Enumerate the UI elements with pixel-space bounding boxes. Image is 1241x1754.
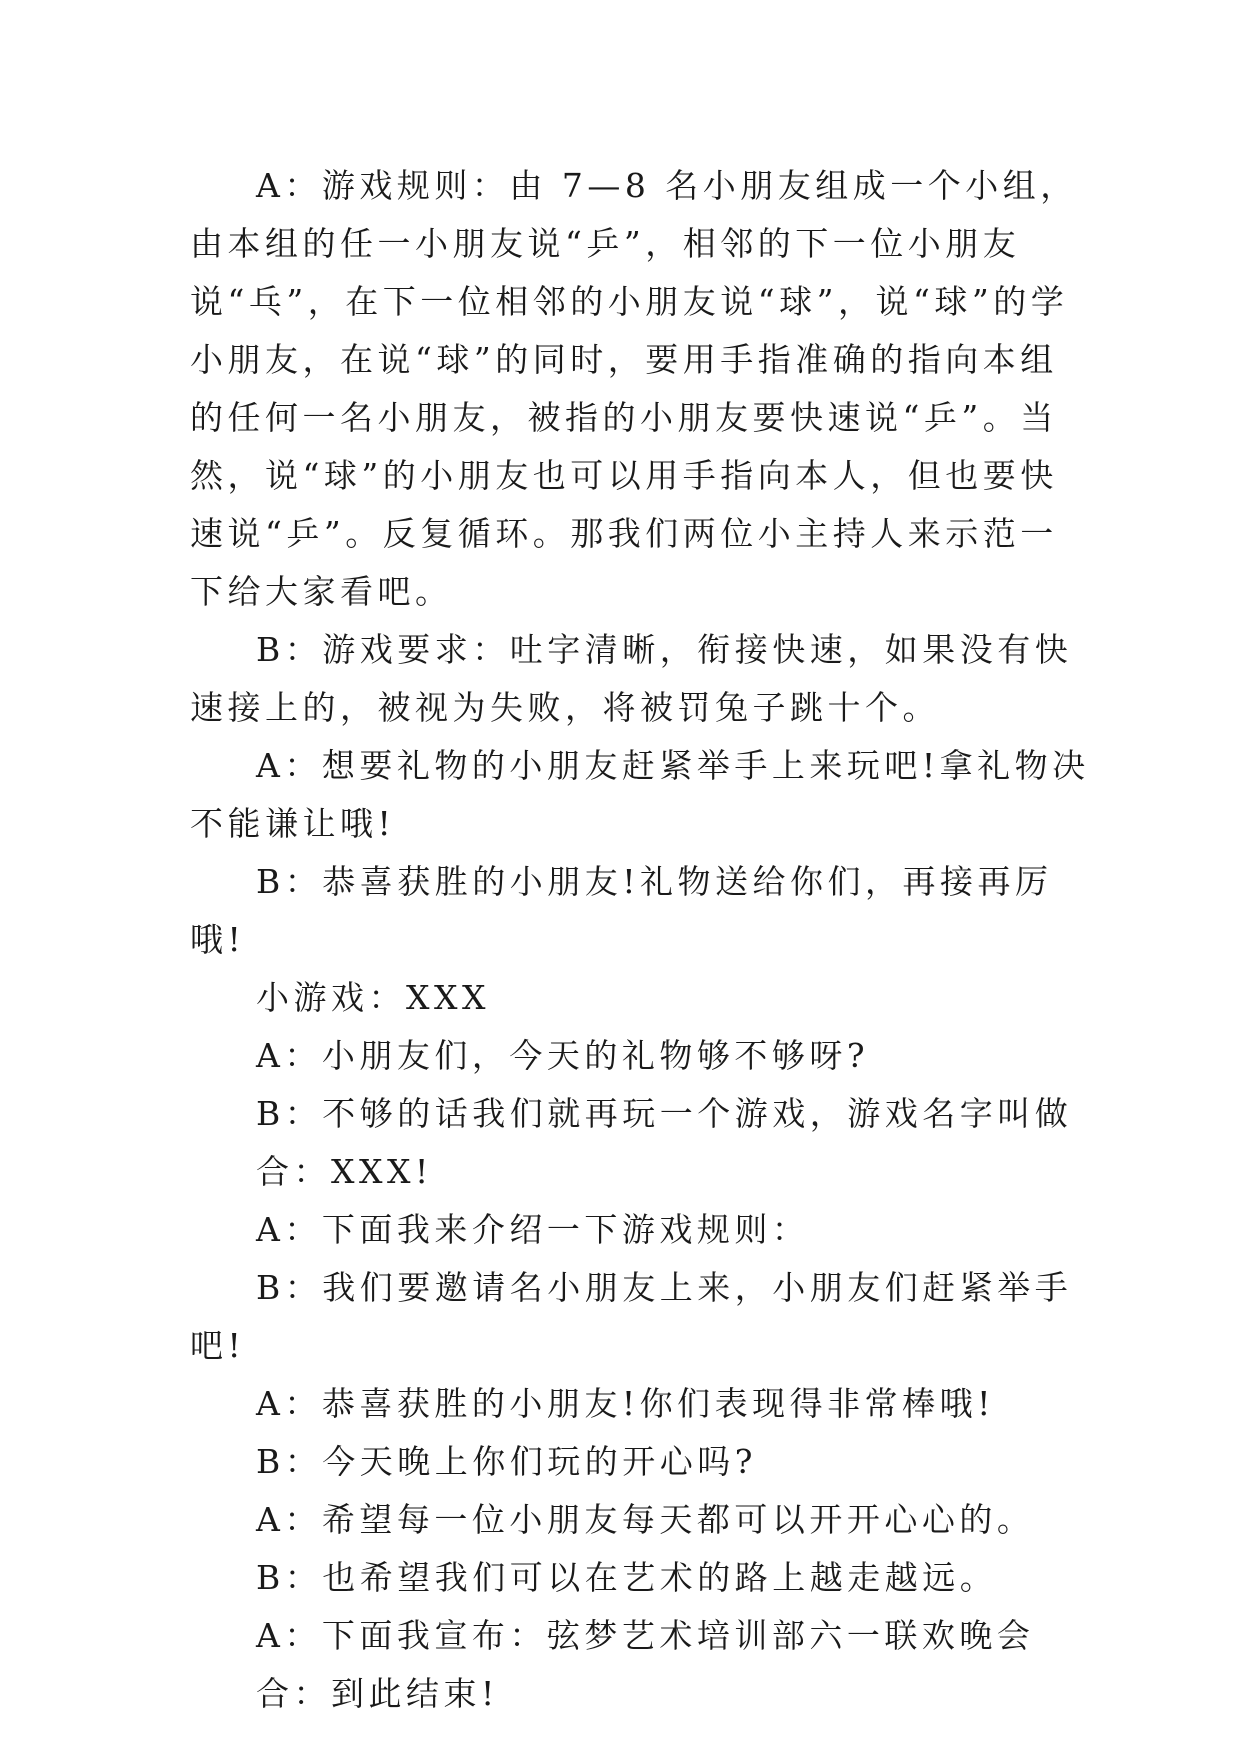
paragraph-announcement: A：下面我宣布：弦梦艺术培训部六一联欢晚会	[256, 1616, 1035, 1655]
paragraph-congratulate-winners: B：恭喜获胜的小朋友!礼物送给你们，再接再厉哦!	[190, 862, 1053, 959]
paragraph-mini-game-title: 小游戏：XXX	[256, 978, 490, 1017]
paragraph-gifts-question: A：小朋友们，今天的礼物够不够呀?	[256, 1036, 870, 1075]
paragraph-praise-winners: A：恭喜获胜的小朋友!你们表现得非常棒哦!	[256, 1384, 995, 1423]
paragraph-wish-happy: A：希望每一位小朋友每天都可以开开心心的。	[256, 1500, 1035, 1539]
paragraph-game-name-chorus: 合：XXX!	[256, 1152, 433, 1191]
paragraph-invite-children: B：我们要邀请名小朋友上来，小朋友们赶紧举手吧!	[190, 1268, 1073, 1365]
paragraph-intro-rules: A：下面我来介绍一下游戏规则：	[256, 1210, 810, 1249]
document-body	[190, 157, 1090, 1723]
paragraph-happy-question: B：今天晚上你们玩的开心吗?	[256, 1442, 757, 1481]
paragraph-another-game: B：不够的话我们就再玩一个游戏，游戏名字叫做	[256, 1094, 1073, 1133]
paragraph-invite-players: A：想要礼物的小朋友赶紧举手上来玩吧!拿礼物决不能谦让哦!	[190, 746, 1090, 843]
paragraph-game-rules: A：游戏规则：由 7—8 名小朋友组成一个小组，由本组的任一小朋友说“乒”，相邻的下一位小朋友说“乓”，在下一位相邻的小朋友说“球”，说“球”的学小朋友，在说“球”的同时，要用手指准确的指向本组的任何一名小朋友，被指的小朋友要快速说“乒”。当然，说“球”的小朋友也可以用手指向本人，但也要快速说“乒”。反复循环。那我们两位小主持人来示范一下给大家看吧。	[190, 166, 1078, 611]
paragraph-closing: 合：到此结束!	[256, 1674, 499, 1713]
paragraph-wish-art: B：也希望我们可以在艺术的路上越走越远。	[256, 1558, 998, 1597]
paragraph-game-requirements: B：游戏要求：吐字清晰，衔接快速，如果没有快速接上的，被视为失败，将被罚兔子跳十个。	[190, 630, 1073, 727]
